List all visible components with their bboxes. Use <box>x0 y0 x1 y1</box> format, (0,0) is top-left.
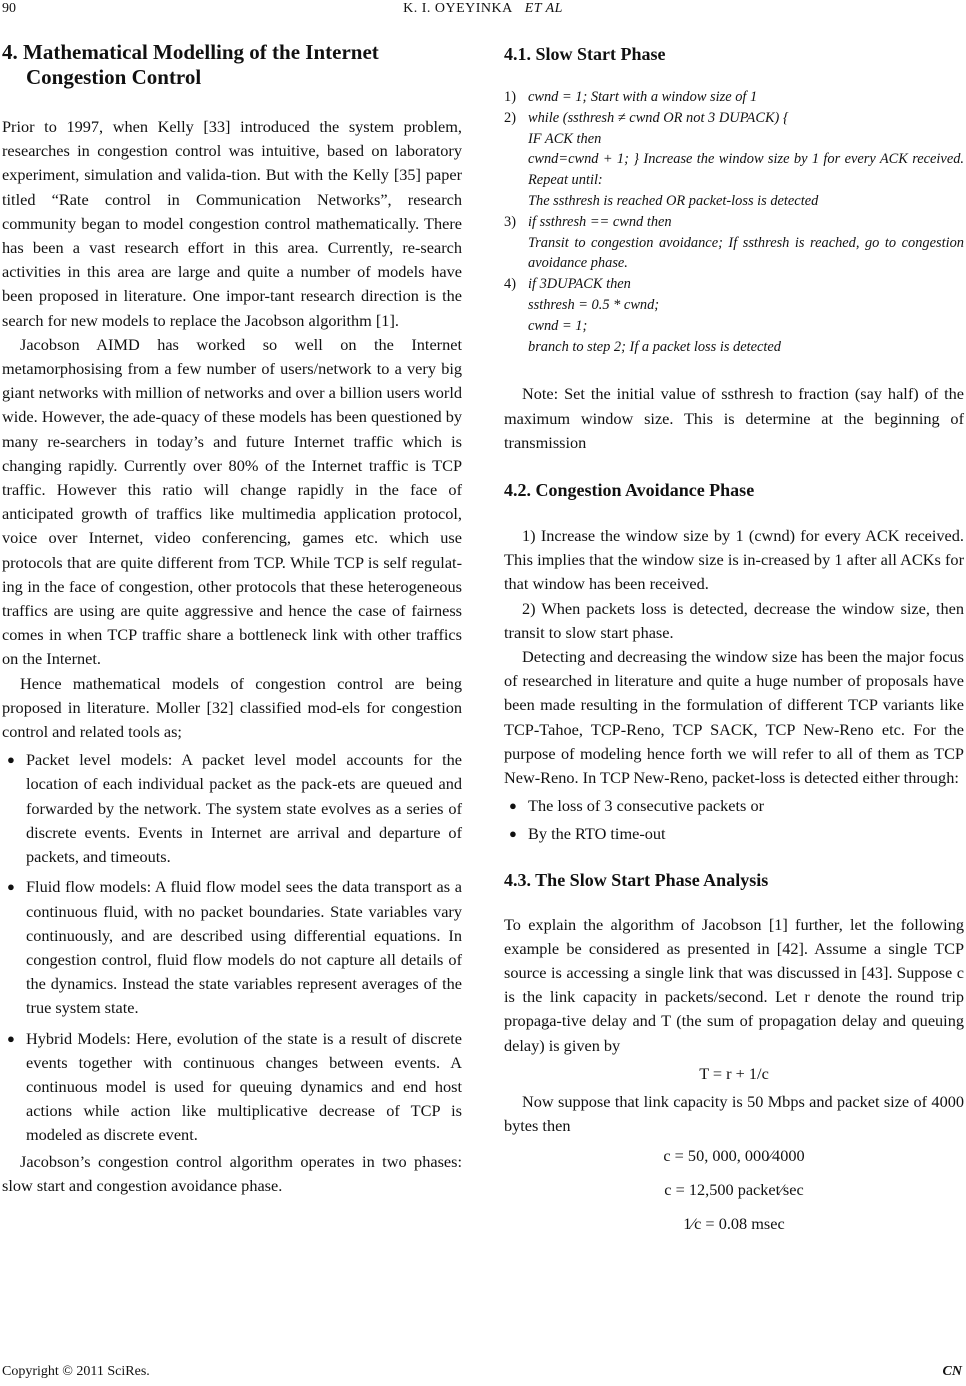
step-line: if ssthresh == cwnd then <box>528 213 672 230</box>
step-line: Transit to congestion avoidance; If ssthresh is reached, go to congestion avoidance phase. <box>528 234 964 272</box>
list-item <box>2 875 462 1020</box>
bullet-icon: ● <box>509 798 517 814</box>
step-line: cwnd = 1; Start with a window size of 1 <box>528 89 758 105</box>
list-item-text: Hybrid Models: Here, evolution of the state is a result of discrete events together with continuous changes between events. A continuous model is used for queuing dynamics and end host actions while action like multiplicative decrease of TCP is modeled as discrete event. <box>26 1028 462 1145</box>
list-item-text: Packet level models: A packet level model accounts for the location of each individual packet as the pack-ets are queued and forwarded by the network. The system state evolves as a series of discrete events. Events in Internet are arrival and departure of packets, and timeouts. <box>26 750 462 867</box>
list-item-text: By the RTO time-out <box>528 824 666 844</box>
step-line: cwnd = 1; <box>528 317 588 334</box>
list-item <box>504 822 964 846</box>
bullet-icon: ● <box>7 879 15 895</box>
bullet-icon: ● <box>7 752 15 768</box>
paragraph: Detecting and decreasing the window size has been the major focus of researched in literature and quite a huge number of proposals have been made resulting in the formulation of different TCP variants like TCP-Tahoe, TCP-Reno, TCP SACK, TCP New-Reno etc. For the purpose of modeling hence forth we will refer to all of them as TCP New-Reno. In TCP New-Reno, packet-loss is detected either through: <box>504 646 964 787</box>
paragraph: Hence mathematical models of congestion control are being proposed in literature. Moller [32] classified mod-els for congestion control and related tools as; <box>2 673 462 742</box>
list-item <box>504 794 964 818</box>
paragraph: Now suppose that link capacity is 50 Mbps and packet size of 4000 bytes then <box>504 1091 964 1136</box>
list-item-text: The loss of 3 consecutive packets or <box>528 796 765 816</box>
model-list <box>2 748 462 1147</box>
step-line: cwnd=cwnd + 1; } Increase the window size by 1 for every ACK received. Repeat until: <box>528 151 964 189</box>
note-paragraph: Note: Set the initial value of ssthresh to fraction (say half) of the maximum window size. This is determine at the beginning of transmission <box>504 384 964 452</box>
algorithm-step <box>504 274 964 357</box>
step-number: 4) <box>504 276 516 293</box>
slow-start-algorithm <box>504 87 964 357</box>
list-item <box>2 748 462 869</box>
bullet-icon: ● <box>7 1030 15 1046</box>
step-number: 1) <box>504 89 516 105</box>
step-line: ssthresh = 0.5 * cwnd; <box>528 296 660 313</box>
paragraph: Jacobson’s congestion control algorithm operates in two phases: slow start and congestion avoidance phase. <box>2 1151 462 1195</box>
journal-abbrev: CN <box>942 1364 962 1379</box>
section-4-3-title: 4.3. The Slow Start Phase Analysis <box>504 869 769 890</box>
section-4-title: 4. Mathematical Modelling of the Internet Congestion Control <box>2 40 379 89</box>
running-head-etal: ET AL <box>524 1 563 16</box>
paragraph: Prior to 1997, when Kelly [33] introduced the system problem, researches in congestion control was intuitive, based on laboratory experiment, simulation and valida-tion. But with the Kelly [35] paper titled “Rate control in Communication Networks”, research community began to model congestion control mathematically. There has been a vast research effort in this area. Currently, re-search activities in this area are large and quite a number of models have been proposed in literature. One impor-tant research direction is the search for new models to replace the Jacobson algorithm [1]. <box>2 117 462 330</box>
paragraph: Jacobson AIMD has worked so well on the Internet metamorphosising from a few number of users/network to a very big giant networks with million of networks and over a billion users world wide. However, the ade-quacy of these models has been questioned by many re-searchers in today’s and future Internet traffic which is changing rapidly. Currently over 80% of the Internet traffic is TCP traffic. However this ratio will change rapidly in the face of anticipated growth of traffics like multimedia application protocol, voice over Internet, video conferencing, games etc. which use protocols that are quite different from TCP. While TCP is self regulat-ing in the face of congestion, other protocols that these heterogeneous traffics are using are quite aggressive and hence the case of fairness comes in when TCP traffic share a bottleneck link with other traffics on the Internet. <box>2 334 462 669</box>
section-4-1-title: 4.1. Slow Start Phase <box>504 44 666 64</box>
copyright: Copyright © 2011 SciRes. <box>2 1364 150 1379</box>
bullet-icon: ● <box>509 826 517 842</box>
packet-loss-list <box>504 794 964 846</box>
step-number: 3) <box>504 213 516 230</box>
section-4-2-title: 4.2. Congestion Avoidance Phase <box>504 479 755 500</box>
step-line: IF ACK then <box>528 130 602 147</box>
paragraph: To explain the algorithm of Jacobson [1] further, let the following example be considered as presented in [42]. Assume a single TCP source is accessing a single link that was discussed in [43]. Suppose c is the link capacity in packets/second. Let r denote the round trip propaga-tive delay and T (the sum of propagation delay and queuing delay) is given by <box>504 914 964 1055</box>
algorithm-step <box>504 212 964 274</box>
page-header <box>0 0 966 22</box>
step-line: if 3DUPACK then <box>528 276 631 293</box>
algorithm-step <box>504 87 964 108</box>
equation: c = 50, 000, 000⁄4000 <box>663 1146 805 1166</box>
step-line: while (ssthresh ≠ cwnd OR not 3 DUPACK) { <box>528 109 789 126</box>
equation: c = 12,500 packet⁄sec <box>664 1180 804 1200</box>
running-head <box>0 1 966 17</box>
algorithm-step <box>504 108 964 212</box>
step-line: The ssthresh is reached OR packet-loss is detected <box>528 192 819 209</box>
running-head-authors: K. I. OYEYINKA <box>403 1 513 16</box>
list-item-text: Fluid flow models: A fluid flow model sees the data transport as a continuous fluid, with no packet boundaries. State variables vary continuously, and are described using differential equations. In congestion control, fluid flow models do not capture all details of the dynamics. Instead the state variables represent averages of the true system state. <box>26 877 462 1018</box>
equation: 1⁄c = 0.08 msec <box>683 1214 785 1234</box>
step-line: branch to step 2; If a packet loss is detected <box>528 338 781 355</box>
step-number: 2) <box>504 109 516 126</box>
left-column <box>2 38 462 1198</box>
equation: T = r + 1/c <box>699 1063 769 1083</box>
right-column <box>504 38 964 1236</box>
paragraph: 2) When packets loss is detected, decrease the window size, then transit to slow start phase. <box>504 598 964 642</box>
paragraph: 1) Increase the window size by 1 (cwnd) for every ACK received. This implies that the window size is in-creased by 1 after all ACKs for that window has been received. <box>504 525 964 594</box>
page-number: 90 <box>2 1 16 16</box>
list-item <box>2 1027 462 1148</box>
